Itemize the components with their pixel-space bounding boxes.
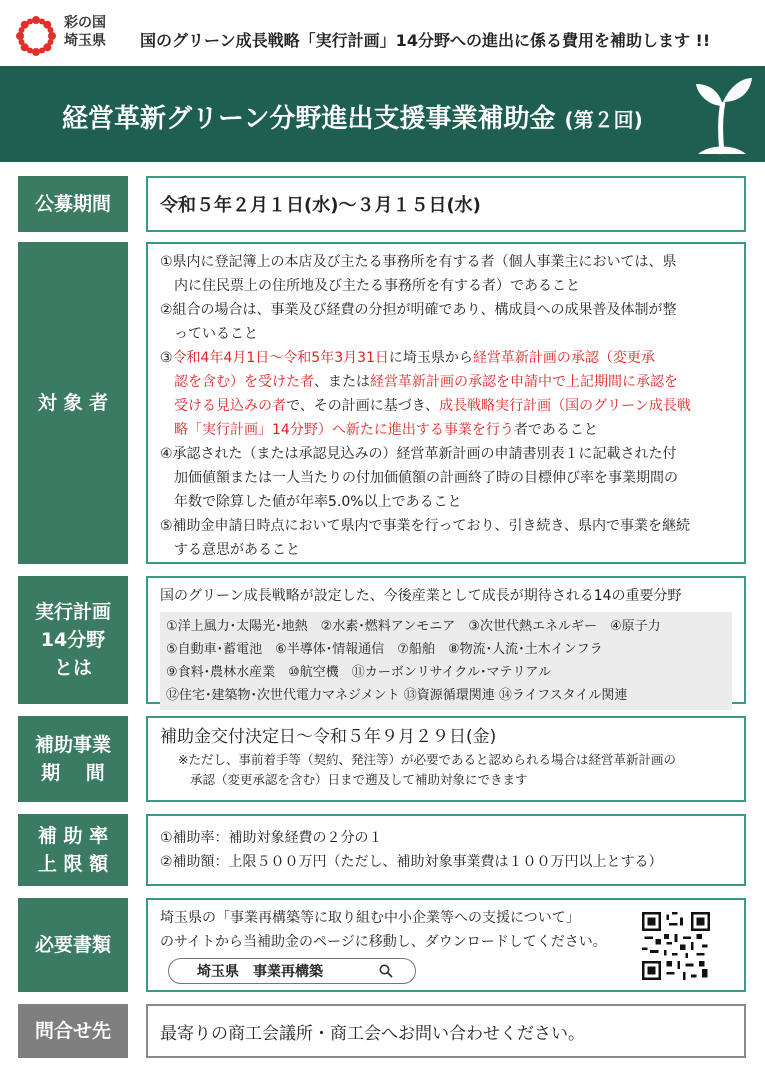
item3-text-1: に埼玉県から	[388, 350, 473, 366]
period-row	[18, 176, 746, 232]
header	[0, 0, 765, 66]
page-title	[62, 98, 643, 135]
docs-row	[18, 898, 746, 992]
top-banner: 国のグリーン成長戦略「実行計画」14分野への進出に係る費用を補助します !!	[140, 31, 711, 50]
fields-list-line-3: ⑨食料･農林水産業 ⑩航空機 ⑪カーボンリサイクル･マテリアル	[166, 665, 551, 680]
sprout-icon	[690, 72, 754, 156]
project-period-box	[146, 716, 746, 802]
rate-row	[18, 814, 746, 886]
logo-line1: 彩の国	[64, 15, 106, 31]
fields-label-line-2: 14分野	[40, 629, 106, 651]
item3-red-3: 認を含む）を受けた者	[174, 374, 314, 390]
project-period-label-line-2: 期 間	[41, 762, 105, 784]
rate-box	[146, 814, 746, 886]
rate-line-2: ②補助額：上限５００万円（ただし、補助対象事業費は１００万円以上とする）	[160, 854, 663, 870]
project-period-label	[18, 716, 128, 802]
saitama-logo-icon	[14, 14, 58, 58]
contact-box	[146, 1004, 746, 1058]
target-item-3-line-a	[160, 346, 732, 370]
period-label: 公募期間	[18, 176, 128, 232]
project-period-value: 補助金交付決定日～令和５年９月２９日(金)	[160, 727, 497, 747]
fields-list-line-1: ①洋上風力･太陽光･地熱 ②水素･燃料アンモニア ③次世代熱エネルギー ④原子力	[166, 619, 661, 634]
period-box	[146, 176, 746, 232]
docs-label: 必要書類	[18, 898, 128, 992]
target-item-1-line-b: 内に住民票上の住所地及び主たる事務所を有する者）であること	[174, 278, 580, 294]
target-item-3-line-c	[160, 394, 732, 418]
search-text: 埼玉県 事業再構築	[197, 964, 323, 980]
fields-list-line-4: ⑫住宅･建築物･次世代電力マネジメント ⑬資源循環関連 ⑭ライフスタイル関連	[166, 688, 628, 703]
rate-label	[18, 814, 128, 886]
period-value: 令和５年２月１日(水)～３月１５日(水)	[160, 195, 481, 216]
item3-red-1: 令和4年4月1日～令和5年3月31日	[172, 350, 389, 366]
fields-box	[146, 576, 746, 704]
target-item-3-line-d	[160, 418, 732, 442]
item3-num: ③	[160, 350, 173, 366]
docs-box	[146, 898, 746, 992]
target-item-5	[160, 514, 732, 562]
contact-label: 問合せ先	[18, 1004, 128, 1058]
target-item-2	[160, 298, 732, 346]
fields-list	[160, 612, 732, 710]
target-item-3-line-b	[160, 370, 732, 394]
target-item-1	[160, 250, 732, 298]
item3-red-5: 受ける見込みの者	[174, 398, 286, 414]
title-sub: (第２回)	[564, 108, 643, 132]
target-box	[146, 242, 746, 564]
item3-red-7: 略「実行計画」14分野）へ新たに進出する事業を行う	[174, 422, 514, 438]
target-item-4-line-c: 年数で除算した値が年率5.0%以上であること	[174, 494, 462, 510]
search-box[interactable]	[168, 958, 416, 984]
fields-label-line-3: とは	[53, 657, 92, 679]
project-period-row	[18, 716, 746, 802]
docs-line-2: のサイトから当補助金のページに移動し、ダウンロードしてください。	[160, 934, 607, 950]
target-item-2-line-a: ②組合の場合は、事業及び経費の分担が明確であり、構成員への成果普及体制が整	[160, 302, 677, 318]
fields-label-line-1: 実行計画	[34, 601, 111, 623]
fields-intro: 国のグリーン成長戦略が設定した、今後産業として成長が期待される14の重要分野	[160, 588, 682, 604]
rate-label-line-2: 上 限 額	[37, 853, 109, 875]
target-row	[18, 242, 746, 564]
project-period-note-line-a: ※ただし、事前着手等（契約、発注等）が必要であると認められる場合は経営革新計画の	[178, 752, 676, 767]
title-main: 経営革新グリーン分野進出支援事業補助金	[62, 104, 556, 134]
project-period-label-line-1: 補助事業	[34, 734, 111, 756]
target-item-3	[160, 346, 732, 442]
target-item-5-line-b: する意思があること	[174, 542, 300, 558]
fields-list-line-2: ⑤自動車･蓄電池 ⑥半導体･情報通信 ⑦船舶 ⑧物流･人流･土木インフラ	[166, 642, 603, 657]
logo-line2: 埼玉県	[64, 33, 106, 49]
target-label: 対 象 者	[18, 242, 128, 564]
target-item-4	[160, 442, 732, 514]
contact-row	[18, 1004, 746, 1058]
target-item-4-line-b: 加価値額または一人当たりの付加価値額の計画終了時の目標伸び率を事業期間の	[174, 470, 678, 486]
target-item-4-line-a: ④承認された（または承認見込みの）経営革新計画の申請書別表１に記載された付	[160, 446, 677, 462]
item3-text-2: 、または	[314, 374, 370, 390]
item3-text-3: で、その計画に基づき、	[286, 398, 440, 414]
search-icon	[379, 964, 393, 978]
qr-code-icon[interactable]	[642, 912, 710, 980]
logo-text	[64, 14, 106, 50]
item3-red-6: 成長戦略実行計画（国のグリーン成長戦	[439, 398, 691, 414]
project-period-note-line-b: 承認（変更承認を含む）日まで遡及して補助対象にできます	[190, 772, 528, 787]
rate-line-1: ①補助率：補助対象経費の２分の１	[160, 830, 383, 846]
item3-text-4: 者であること	[513, 422, 598, 438]
docs-line-1: 埼玉県の「事業再構築等に取り組む中小企業等への支援について」	[160, 910, 580, 926]
fields-row	[18, 576, 746, 704]
contact-value: 最寄りの商工会議所・商工会へお問い合わせください。	[160, 1023, 585, 1044]
rate-label-line-1: 補 助 率	[37, 825, 109, 847]
target-item-5-line-a: ⑤補助金申請日時点において県内で事業を行っており、引き続き、県内で事業を継続	[160, 518, 690, 534]
target-item-2-line-b: っていること	[174, 326, 258, 342]
item3-red-2: 経営革新計画の承認（変更承	[472, 350, 655, 366]
fields-label	[18, 576, 128, 704]
item3-red-4: 経営革新計画の承認を申請中で上記期間に承認を	[370, 374, 678, 390]
target-item-1-line-a: ①県内に登記簿上の本店及び主たる事務所を有する者（個人事業主においては、県	[160, 254, 677, 270]
